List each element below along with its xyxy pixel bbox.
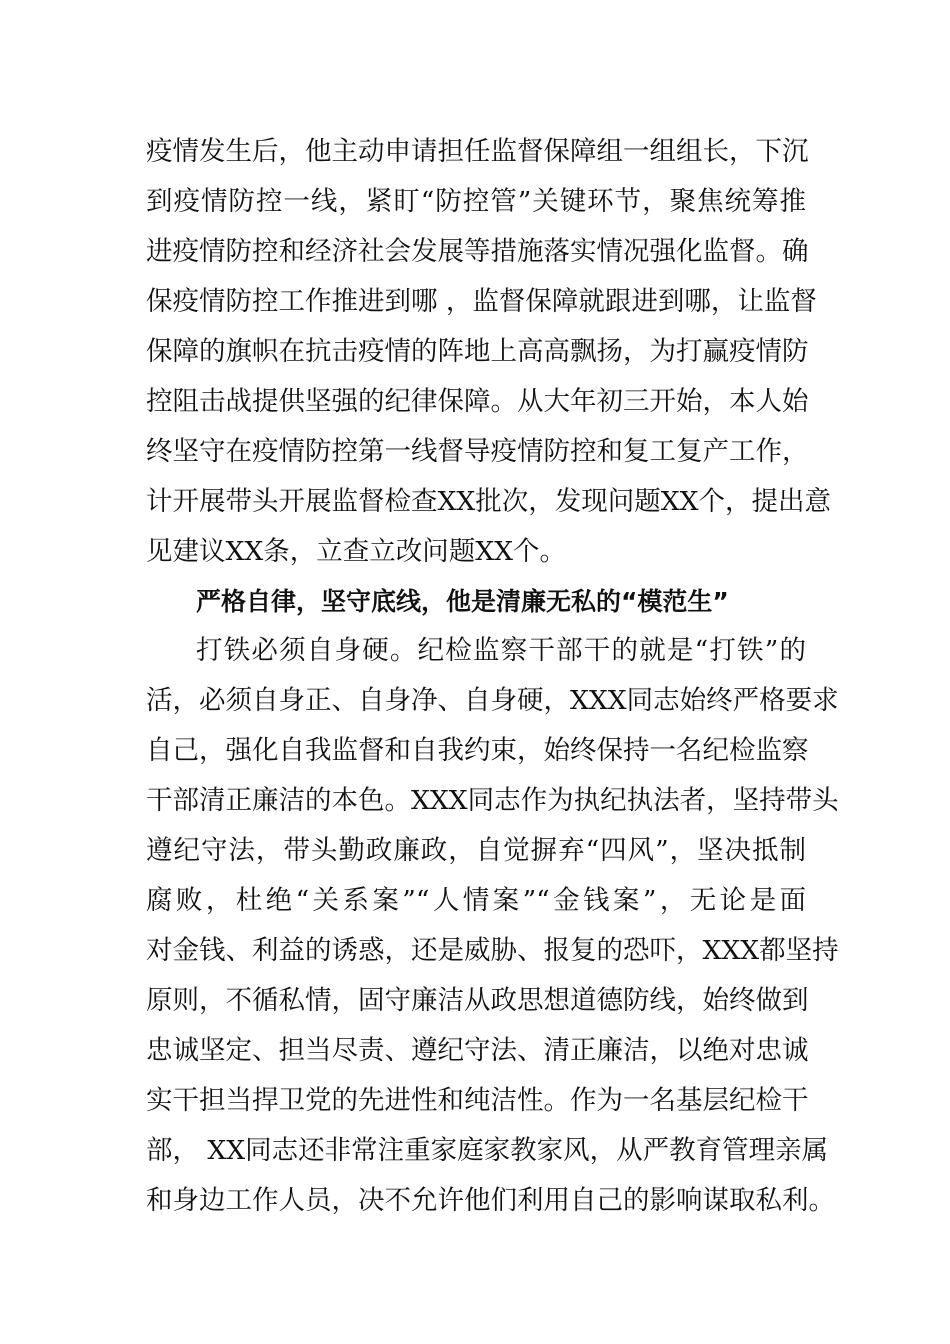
paragraph-1-line-1: 疫情发生后，他主动申请担任监督保障组一组组长，下沉 bbox=[146, 136, 809, 167]
paragraph-1-line-8: 计开展带头开展监督检查XX批次，发现问题XX个，提出意 bbox=[146, 486, 831, 517]
paragraph-2-line-3: 自己，强化自我监督和自我约束，始终保持一名纪检监察 bbox=[146, 735, 809, 766]
paragraph-2-line-9: 忠诚坚定、担当尽责、遵纪守法、清正廉洁，以绝对忠诚 bbox=[146, 1035, 809, 1066]
paragraph-2-line-4: 干部清正廉洁的本色。XXX同志作为执纪执法者，坚持带头 bbox=[146, 785, 839, 816]
paragraph-1-line-9: 见建议XX条，立查立改问题XX个。 bbox=[146, 536, 566, 567]
paragraph-2-line-8: 原则，不循私情，固守廉洁从政思想道德防线，始终做到 bbox=[146, 985, 809, 1016]
paragraph-2-line-7: 对金钱、利益的诱惑，还是威胁、报复的恐吓，XXX都坚持 bbox=[146, 935, 839, 966]
paragraph-1-line-4: 保疫情防控工作推进到哪 ，监督保障就跟进到哪，让监督 bbox=[146, 286, 817, 317]
paragraph-1-line-2: 到疫情防控一线，紧盯“防控管”关键环节，聚焦统筹推 bbox=[146, 186, 806, 217]
paragraph-2-line-1: 打铁必须自身硬。纪检监察干部干的就是“打铁”的 bbox=[196, 635, 806, 666]
section-heading: 严格自律，坚守底线，他是清廉无私的“模范生” bbox=[196, 587, 729, 616]
paragraph-2-line-10: 实干担当捍卫党的先进性和纯洁性。作为一名基层纪检干 bbox=[146, 1085, 809, 1116]
paragraph-2-line-11: 部， XX同志还非常注重家庭家教家风，从严教育管理亲属 bbox=[146, 1135, 829, 1166]
paragraph-1-line-6: 控阻击战提供坚强的纪律保障。从大年初三开始，本人始 bbox=[146, 386, 809, 417]
paragraph-2-line-5: 遵纪守法，带头勤政廉政，自觉摒弃“四风”，坚决抵制 bbox=[146, 835, 806, 866]
paragraph-1-line-5: 保障的旗帜在抗击疫情的阵地上高高飘扬，为打赢疫情防 bbox=[146, 336, 809, 367]
paragraph-1-line-7: 终坚守在疫情防控第一线督导疫情防控和复工复产工作， bbox=[146, 436, 809, 467]
paragraph-2-line-6: 腐败，杜绝“关系案”“人情案”“金钱案”，无论是面 bbox=[146, 885, 806, 916]
paragraph-2-line-2: 活，必须自身正、自身净、自身硬，XXX同志始终严格要求 bbox=[146, 685, 839, 716]
paragraph-2-line-12: 和身边工作人员，决不允许他们利用自己的影响谋取私利。 bbox=[146, 1185, 835, 1216]
paragraph-1-line-3: 进疫情防控和经济社会发展等措施落实情况强化监督。确 bbox=[146, 236, 809, 267]
